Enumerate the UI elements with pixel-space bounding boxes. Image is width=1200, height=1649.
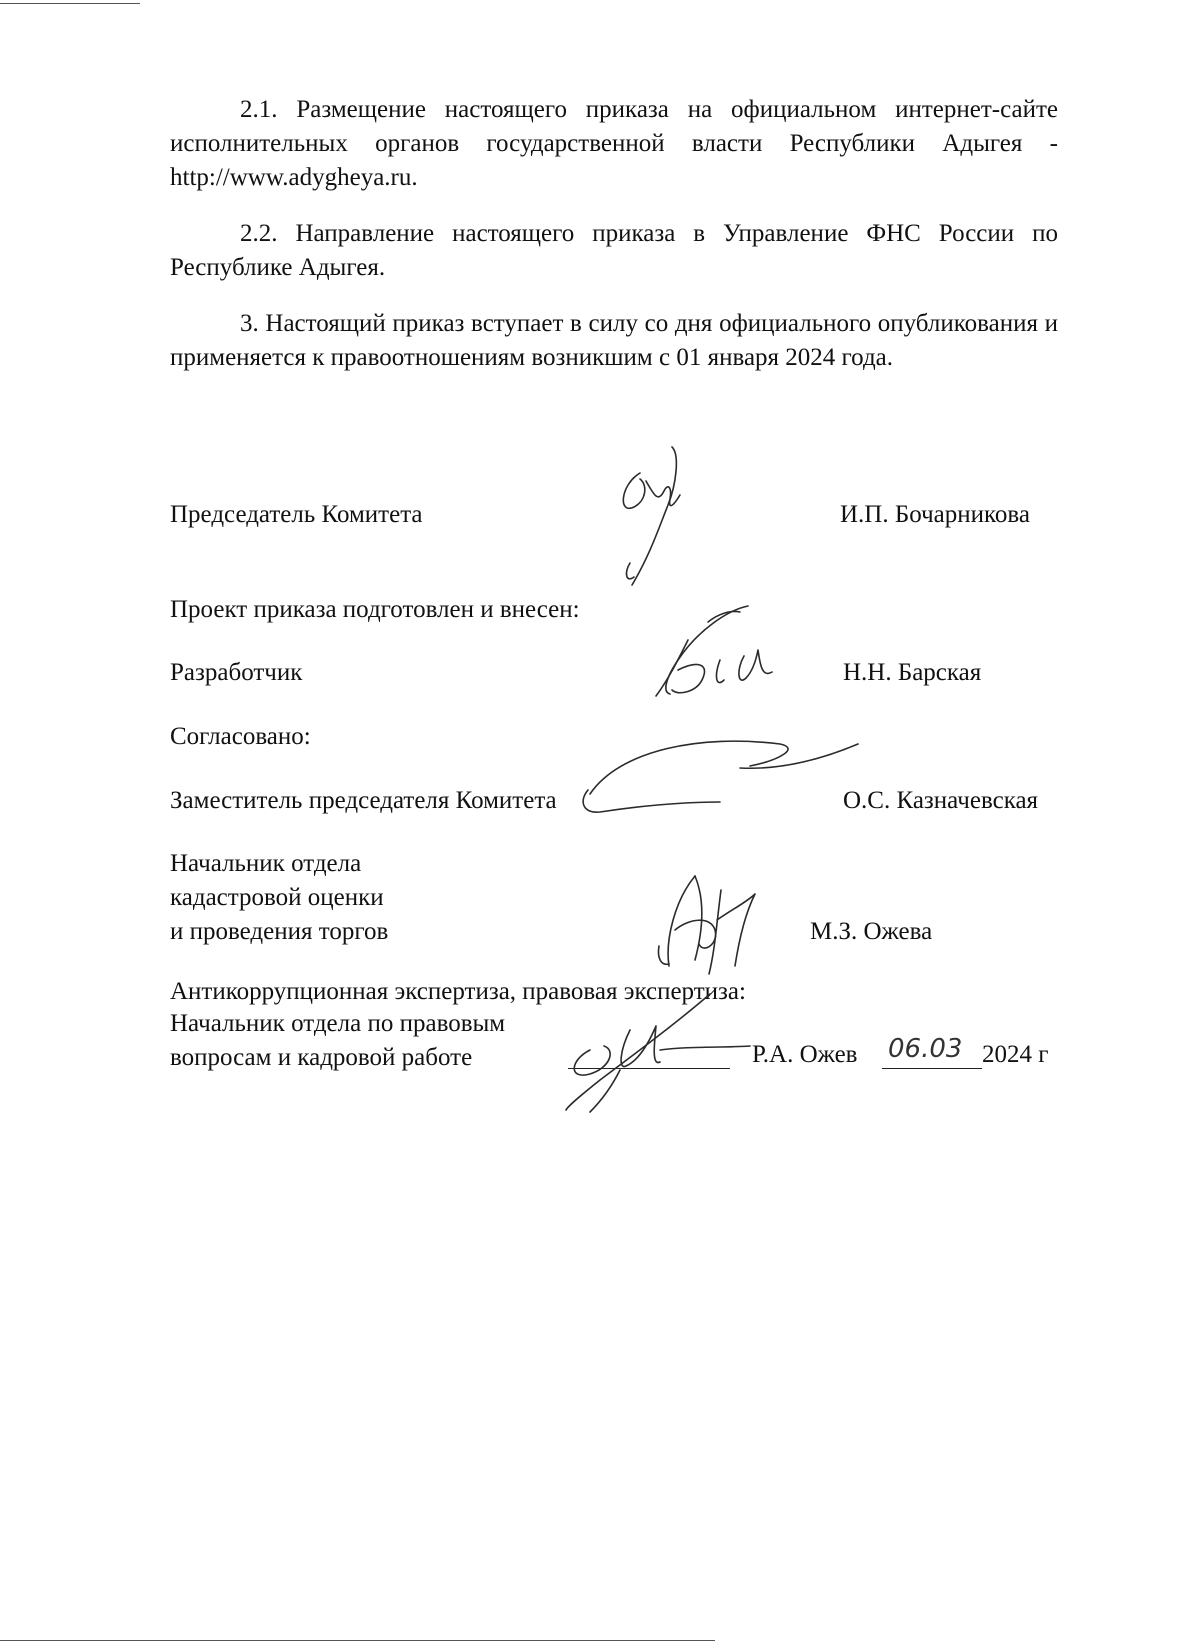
paragraph-2-1 [170,93,1058,195]
legal-head-position [170,1007,505,1075]
paragraph-2-1-text: 2.1. Размещение настоящего приказа на официальном интернет-сайте исполнительных органов государственной власти Республики Адыгея - http://www.adygheya.ru. [170,96,1058,191]
paragraph-3-text: 3. Настоящий приказ вступает в силу со дня официального опубликования и применяется к правоотношениям возникшим с 01 января 2024 года. [170,310,1058,371]
legal-head-position-line-2: вопросам и кадровой работе [170,1044,473,1071]
scan-edge-line-top [0,3,140,4]
department-head-position-line-1: Начальник отдела [170,850,362,877]
developer-signature [648,600,798,710]
legal-head-signature [560,990,760,1120]
deputy-position: Заместитель председателя Комитета [170,787,557,814]
department-head-position [170,847,388,949]
department-head-signature [655,870,765,980]
department-head-name: М.З. Ожева [810,918,933,945]
paragraph-2-2 [170,217,1058,285]
legal-head-date-suffix: 2024 г [982,1041,1049,1068]
legal-head-date-handwritten: 06.03 [888,1034,963,1064]
chairman-signature [610,445,720,595]
developer-position: Разработчик [170,659,303,686]
paragraph-3 [170,307,1058,375]
deputy-name: О.С. Казначевская [843,787,1039,814]
expertise-header: Антикоррупционная экспертиза, правовая экспертиза: [170,978,746,1005]
developer-name: Н.Н. Барская [843,659,982,686]
chairman-name: И.П. Бочарникова [840,501,1030,528]
legal-head-date-underline [882,1068,982,1069]
chairman-position: Председатель Комитета [170,501,423,528]
legal-head-name: Р.А. Ожев [752,1041,858,1068]
scan-edge-line-bottom [0,1640,715,1641]
deputy-signature [580,730,860,820]
department-head-position-line-2: кадастровой оценки [170,884,384,911]
prepared-header: Проект приказа подготовлен и внесен: [170,596,580,623]
legal-head-position-line-1: Начальник отдела по правовым [170,1010,506,1037]
department-head-position-line-3: и проведения торгов [170,918,389,945]
agreed-header: Согласовано: [170,723,311,750]
paragraph-2-2-text: 2.2. Направление настоящего приказа в Управление ФНС России по Республике Адыгея. [170,220,1058,281]
